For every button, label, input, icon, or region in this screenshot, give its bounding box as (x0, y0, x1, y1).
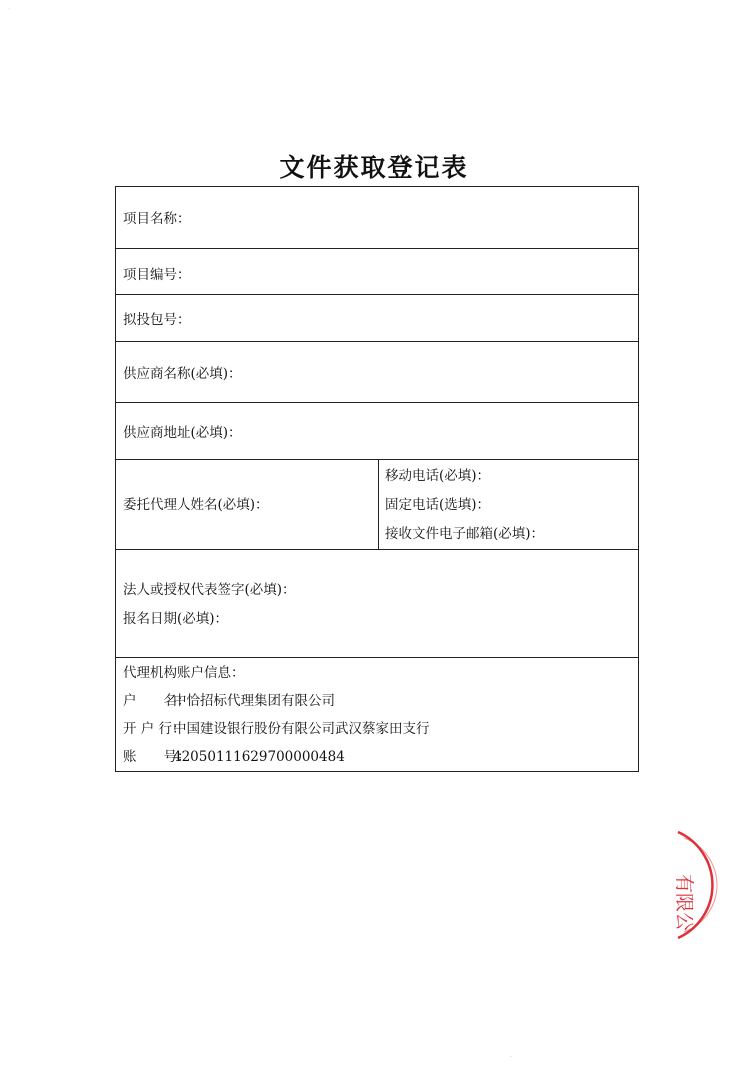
account-bank-key: 开 户 行： (123, 721, 186, 737)
account-name-value: 中恰招标代理集团有限公司 (173, 693, 335, 709)
project-name-label: 项目名称： (123, 211, 191, 227)
account-bank-value: 中国建设银行股份有限公司武汉蔡家田支行 (173, 721, 430, 737)
seal-text: 有限公 (673, 874, 695, 932)
seal-graphic (640, 820, 748, 950)
row-supplier-name (116, 342, 638, 403)
package-number-label: 拟投包号： (123, 312, 191, 328)
signature-label: 法人或授权代表签字(必填)： (123, 582, 296, 598)
company-seal (640, 820, 748, 950)
row-agent (116, 460, 638, 550)
scan-dot: · (510, 1054, 512, 1061)
supplier-address-label: 供应商地址(必填)： (123, 425, 242, 441)
account-number-line (123, 745, 345, 765)
page-title: 文件获取登记表 (279, 153, 469, 182)
account-bank-line (123, 717, 430, 737)
row-account-info (116, 658, 638, 771)
row-project-name (116, 187, 638, 249)
registration-form (115, 186, 639, 772)
row-project-number (116, 249, 638, 295)
agent-name-label: 委托代理人姓名(必填)： (123, 497, 269, 513)
mobile-phone-label: 移动电话(必填)： (385, 468, 491, 484)
fixed-phone-label: 固定电话(选填)： (385, 497, 491, 513)
row-signature (116, 550, 638, 658)
account-name-key: 户 名： (123, 693, 191, 709)
supplier-name-label: 供应商名称(必填)： (123, 366, 242, 382)
scan-mark: · (8, 6, 10, 13)
row-package-number (116, 295, 638, 342)
account-number-value: 42050111629700000484 (173, 749, 345, 765)
account-number-key: 账 号： (123, 749, 191, 765)
account-heading: 代理机构账户信息： (123, 665, 245, 681)
account-name-line (123, 689, 335, 709)
agent-divider (378, 460, 379, 549)
row-supplier-address (116, 403, 638, 460)
email-label: 接收文件电子邮箱(必填)： (385, 526, 545, 542)
register-date-label: 报名日期(必填)： (123, 611, 229, 627)
project-number-label: 项目编号： (123, 267, 191, 283)
